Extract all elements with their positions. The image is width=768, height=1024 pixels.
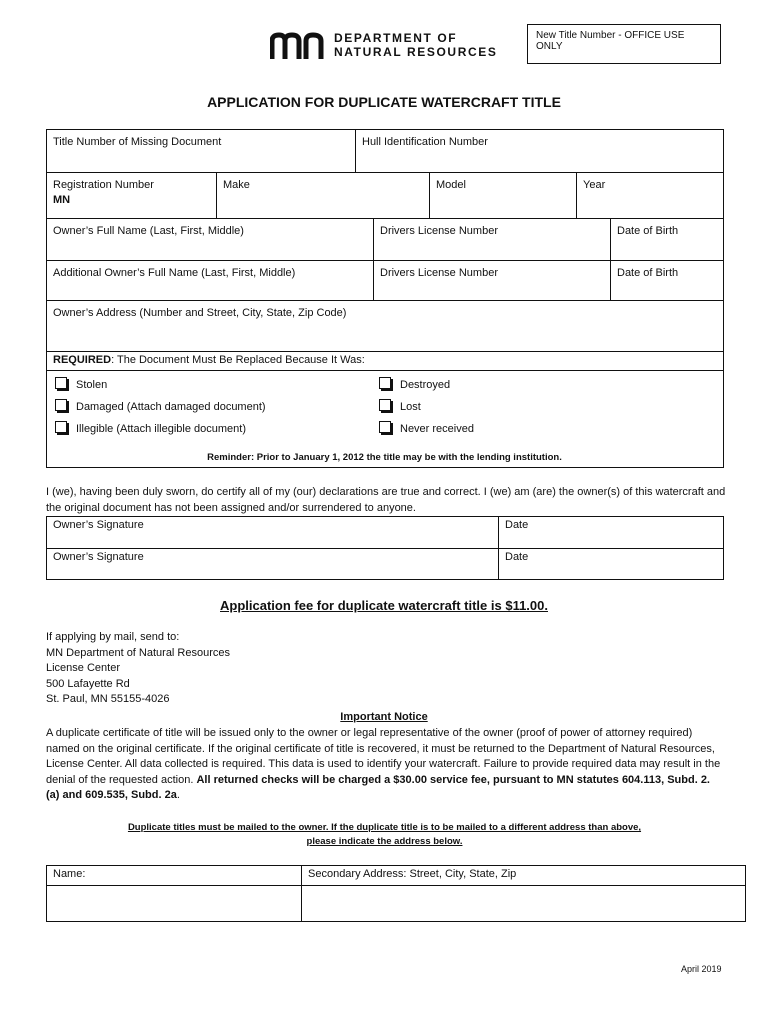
- owner-signature-label-2: Owner’s Signature: [53, 551, 144, 563]
- owner-name-label: Owner’s Full Name (Last, First, Middle): [53, 225, 244, 237]
- owner-signature-label-1: Owner’s Signature: [53, 519, 144, 531]
- required-label: REQUIRED: [53, 354, 112, 366]
- checkbox-icon[interactable]: [55, 377, 67, 389]
- owner-address-field[interactable]: [46, 300, 724, 352]
- make-field[interactable]: [216, 172, 430, 219]
- additional-owner-label: Additional Owner’s Full Name (Last, First, Middle): [53, 267, 296, 279]
- registration-number-label: Registration Number: [53, 179, 154, 191]
- notice-end: .: [176, 789, 180, 801]
- drivers-license-label-2: Drivers License Number: [380, 267, 498, 279]
- signature-date-label-2: Date: [505, 551, 529, 563]
- agency-name-line2: NATURAL RESOURCES: [334, 45, 498, 59]
- signature-date-field-1[interactable]: [498, 516, 724, 549]
- drivers-license-label-1: Drivers License Number: [380, 225, 498, 237]
- owner-name-field[interactable]: [46, 218, 374, 261]
- reason-never-received[interactable]: [379, 421, 474, 435]
- mailing-address: [46, 630, 230, 708]
- owner-signature-field-1[interactable]: [46, 516, 499, 549]
- owner-signature-field-2[interactable]: [46, 548, 499, 580]
- alt-name-header: [46, 865, 302, 886]
- agency-name: [334, 31, 497, 59]
- reason-stolen[interactable]: [55, 377, 107, 391]
- dnr-logo: [270, 30, 330, 64]
- checkbox-icon[interactable]: [379, 377, 391, 389]
- fee-notice: Application fee for duplicate watercraft title is $11.00.: [220, 598, 548, 613]
- reason-illegible-label: Illegible (Attach illegible document): [76, 423, 246, 435]
- title-number-field[interactable]: [46, 129, 356, 173]
- mailing-line-4: St. Paul, MN 55155-4026: [46, 693, 170, 705]
- title-number-label: Title Number of Missing Document: [53, 136, 222, 148]
- reason-damaged-label: Damaged (Attach damaged document): [76, 401, 266, 413]
- year-label: Year: [583, 179, 606, 191]
- registration-number-field[interactable]: [46, 172, 217, 219]
- mailed-notice-line-1: Duplicate titles must be mailed to the owner. If the duplicate title is to be mailed to a different address than above,: [127, 822, 642, 833]
- checkbox-icon[interactable]: [379, 421, 391, 433]
- notice-text: A duplicate certificate of title will be issued only to the owner or legal representative of the owner (proof of power of attorney required) named on the original certificate. If the original certificate of title is recovered, it must be returned to the Department of Natural Resources, License Center. All data collected is required. This data is used to identify your watercraft. Failure to provide required data may result in the denial of the requested action.: [46, 727, 721, 786]
- alt-address-label: Secondary Address: Street, City, State, Zip: [308, 868, 517, 880]
- reason-damaged[interactable]: [55, 399, 266, 413]
- mailing-intro: If applying by mail, send to:: [46, 631, 180, 643]
- notice-bold-text: All returned checks will be charged a $30.00 service fee, pursuant to MN statutes 604.113, Subd. 2. (a) and 609.535, Subd. 2a: [46, 773, 710, 801]
- dob-field-2[interactable]: [610, 260, 724, 301]
- revision-date: April 2019: [681, 964, 722, 974]
- checkbox-icon[interactable]: [55, 421, 67, 433]
- model-label: Model: [436, 179, 466, 191]
- reason-lost-label: Lost: [400, 401, 421, 413]
- make-label: Make: [223, 179, 250, 191]
- alt-name-label: Name:: [53, 868, 86, 880]
- hull-id-field[interactable]: [355, 129, 724, 173]
- mailed-notice: [46, 821, 723, 849]
- mailing-line-2: License Center: [46, 662, 120, 674]
- dob-label-1: Date of Birth: [617, 225, 679, 237]
- required-text: : The Document Must Be Replaced Because It Was:: [111, 354, 365, 366]
- important-notice-heading: Important Notice: [340, 711, 428, 723]
- reason-never-received-label: Never received: [400, 423, 474, 435]
- agency-name-line1: DEPARTMENT OF: [334, 31, 458, 45]
- mailed-notice-line-2: please indicate the address below.: [306, 836, 463, 847]
- reason-stolen-label: Stolen: [76, 379, 108, 391]
- checkbox-icon[interactable]: [55, 399, 67, 411]
- signature-date-field-2[interactable]: [498, 548, 724, 580]
- reason-illegible[interactable]: [55, 421, 246, 435]
- required-header: [46, 351, 724, 371]
- form-title: APPLICATION FOR DUPLICATE WATERCRAFT TITLE: [207, 94, 561, 110]
- drivers-license-field-1[interactable]: [373, 218, 611, 261]
- alt-address-input[interactable]: [301, 885, 746, 922]
- mailing-line-1: MN Department of Natural Resources: [46, 646, 231, 659]
- important-notice-body: [46, 726, 726, 804]
- signature-date-label-1: Date: [505, 519, 529, 531]
- additional-owner-field[interactable]: [46, 260, 374, 301]
- alt-address-header: [301, 865, 746, 886]
- alt-name-input[interactable]: [46, 885, 302, 922]
- model-field[interactable]: [429, 172, 577, 219]
- year-field[interactable]: [576, 172, 724, 219]
- dob-label-2: Date of Birth: [617, 267, 679, 279]
- owner-address-label: Owner’s Address (Number and Street, City, State, Zip Code): [53, 307, 347, 319]
- mailing-line-3: 500 Lafayette Rd: [46, 677, 130, 690]
- registration-prefix: MN: [53, 194, 71, 206]
- drivers-license-field-2[interactable]: [373, 260, 611, 301]
- reason-destroyed-label: Destroyed: [400, 379, 451, 391]
- hull-id-label: Hull Identification Number: [362, 136, 488, 148]
- declaration-text: I (we), having been duly sworn, do certify all of my (our) declarations are true and correct. I (we) am (are) the owner(s) of this watercraft and the original document has not been assigned and/or surrendered to anyone.: [46, 486, 726, 514]
- checkbox-icon[interactable]: [379, 399, 391, 411]
- reminder-text: Reminder: Prior to January 1, 2012 the title may be with the lending institution.: [207, 452, 562, 463]
- dob-field-1[interactable]: [610, 218, 724, 261]
- office-use-box[interactable]: [527, 24, 721, 64]
- office-use-label: New Title Number - OFFICE USE ONLY: [536, 30, 685, 52]
- reason-destroyed[interactable]: [379, 377, 450, 391]
- reason-lost[interactable]: [379, 399, 421, 413]
